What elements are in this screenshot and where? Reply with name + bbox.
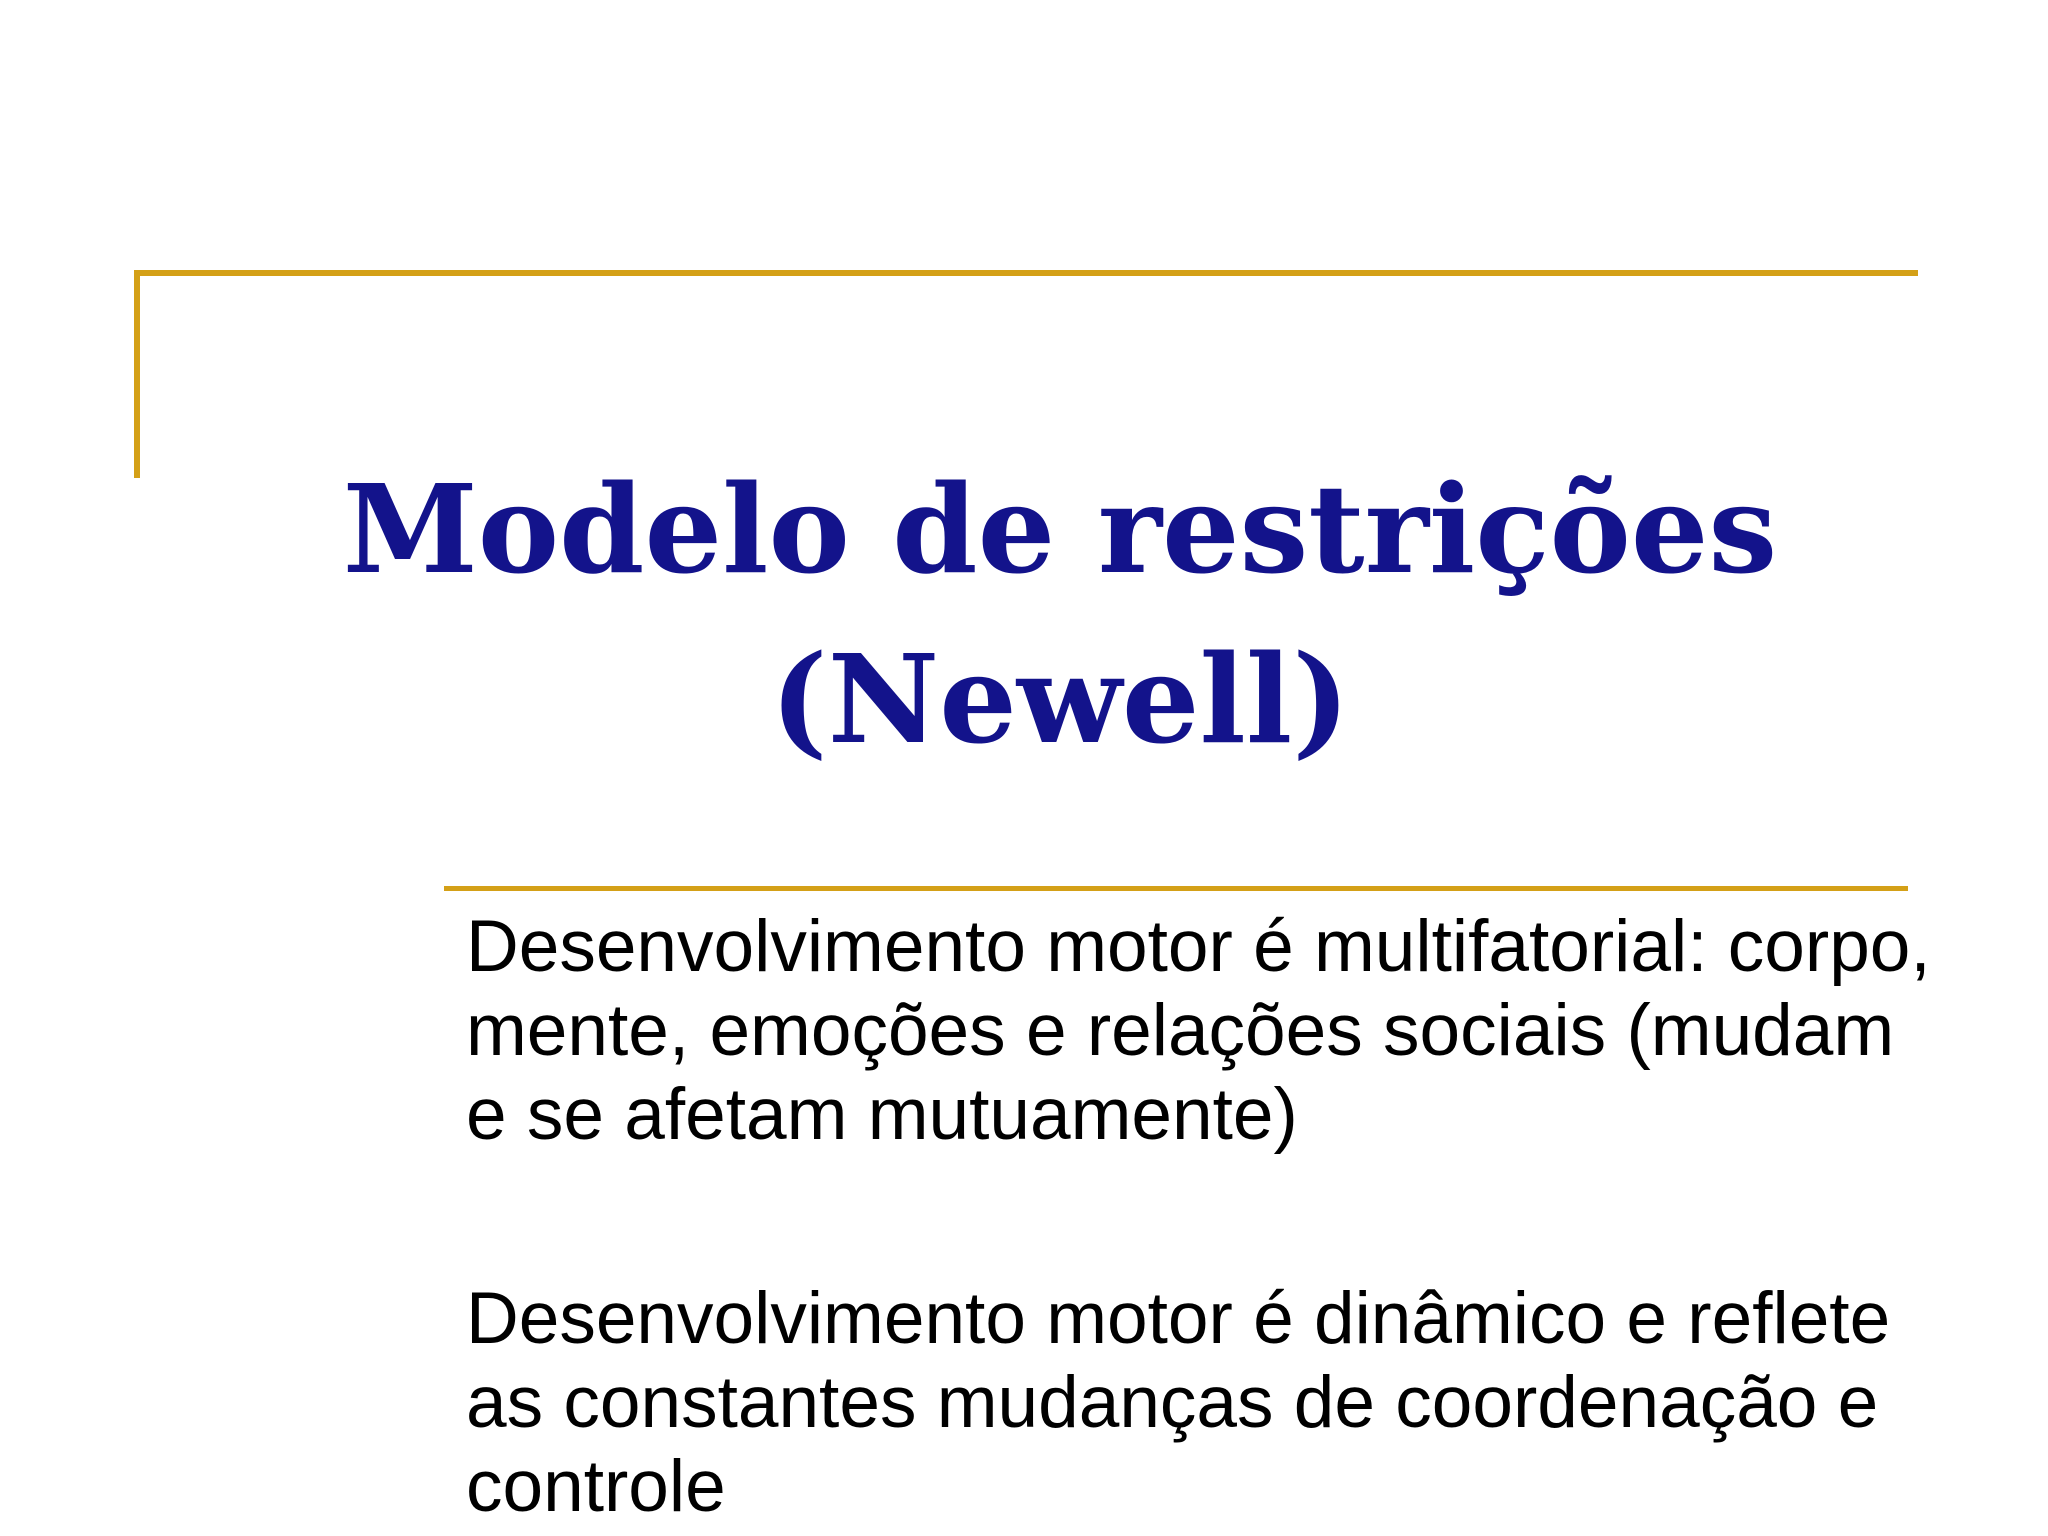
slide-body <box>466 905 1946 1529</box>
left-accent-rule <box>134 270 140 478</box>
paragraph-multifactorial: Desenvolvimento motor é multifatorial: corpo, mente, emoções e relações sociais (mudam e se afetam mutuamente) <box>466 906 1931 1155</box>
paragraph-dynamic: Desenvolvimento motor é dinâmico e reflete as constantes mudanças de coordenação e controle <box>466 1278 1891 1527</box>
body-accent-rule <box>444 886 1908 891</box>
top-accent-rule <box>134 270 1918 276</box>
slide-title: Modelo de restrições (Newell) <box>342 456 1778 771</box>
